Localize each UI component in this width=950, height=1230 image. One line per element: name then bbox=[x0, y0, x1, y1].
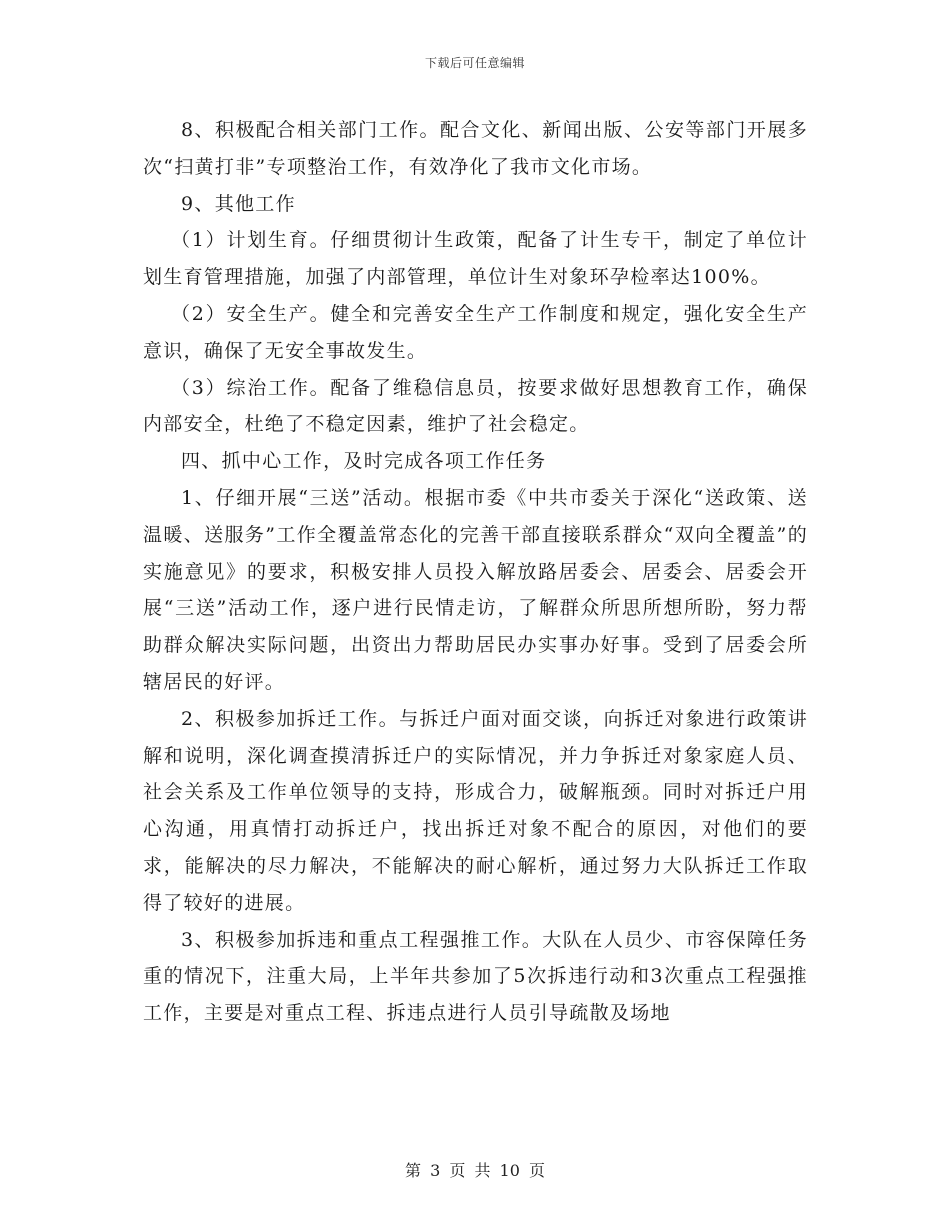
page-number-footer: 第 3 页 共 10 页 bbox=[405, 1161, 545, 1180]
section-heading-four: 四、抓中心工作，及时完成各项工作任务 bbox=[181, 450, 547, 473]
paragraph-family-planning: （1）计划生育。仔细贯彻计生政策，配备了计生专干，制定了单位计划生育管理措施，加强了内部管理，单位计生对象环孕检率达100%。 bbox=[143, 229, 808, 289]
page-header: 下载后可任意编辑 bbox=[424, 56, 525, 70]
paragraph-safety-production: （2）安全生产。健全和完善安全生产工作制度和规定，强化安全生产意识，确保了无安全事故发生。 bbox=[143, 302, 808, 362]
document-body bbox=[143, 112, 808, 1032]
paragraph-key-projects: 3、积极参加拆违和重点工程强推工作。大队在人员少、市容保障任务重的情况下，注重大局，上半年共参加了5次拆违行动和3次重点工程强推工作，主要是对重点工程、拆违点进行人员引导疏散及场地 bbox=[143, 928, 808, 1025]
paragraph-item-8: 8、积极配合相关部门工作。配合文化、新闻出版、公安等部门开展多次“扫黄打非”专项整治工作，有效净化了我市文化市场。 bbox=[143, 119, 808, 178]
paragraph-item-9-heading: 9、其他工作 bbox=[181, 192, 296, 215]
paragraph-comprehensive-governance: （3）综治工作。配备了维稳信息员，按要求做好思想教育工作，确保内部安全，杜绝了不稳定因素，维护了社会稳定。 bbox=[143, 376, 808, 436]
paragraph-three-sends: 1、仔细开展“三送”活动。根据市委《中共市委关于深化“送政策、送温暖、送服务”工作全覆盖常态化的完善干部直接联系群众“双向全覆盖”的实施意见》的要求，积极安排人员投入解放路居委会、居委会、居委会开展“三送”活动工作，逐户进行民情走访，了解群众所思所想所盼，努力帮助群众解决实际问题，出资出力帮助居民办实事办好事。受到了居委会所辖居民的好评。 bbox=[143, 486, 808, 693]
paragraph-demolition: 2、积极参加拆迁工作。与拆迁户面对面交谈，向拆迁对象进行政策讲解和说明，深化调查摸清拆迁户的实际情况，并力争拆迁对象家庭人员、社会关系及工作单位领导的支持，形成合力，破解瓶颈。同时对拆迁户用心沟通，用真情打动拆迁户，找出拆迁对象不配合的原因，对他们的要求，能解决的尽力解决，不能解决的耐心解析，通过努力大队拆迁工作取得了较好的进展。 bbox=[143, 707, 808, 914]
